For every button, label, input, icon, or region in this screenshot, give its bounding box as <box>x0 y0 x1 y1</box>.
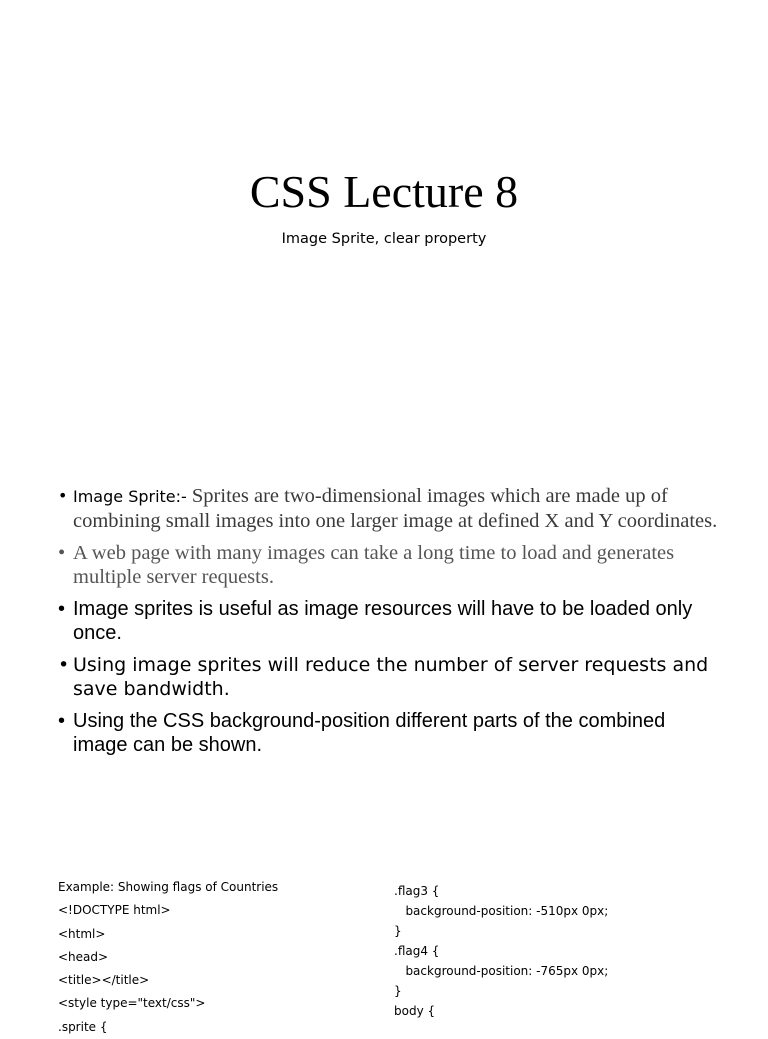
bullet-list <box>58 484 718 757</box>
bullet-text: Using the CSS background-position different parts of the combined image can be shown. <box>73 710 666 756</box>
code-line: <html> <box>58 926 106 941</box>
bullet-dot-icon: • <box>58 598 66 620</box>
code-line: .flag3 { <box>394 884 440 898</box>
code-line: body { <box>394 1004 436 1018</box>
image-sprite-slide <box>0 440 768 840</box>
code-example-slide <box>0 840 768 1034</box>
code-column-right <box>394 881 724 1021</box>
bullet-item <box>58 484 718 533</box>
bullet-lead-term: Image Sprite:- <box>73 487 192 506</box>
code-line: <style type="text/css"> <box>58 996 206 1011</box>
bullet-text: Using image sprites will reduce the number of server requests and save bandwidth. <box>73 654 709 700</box>
slide-subtitle: Image Sprite, clear property <box>281 231 487 247</box>
slide-title: CSS Lecture 8 <box>249 166 519 217</box>
title-slide <box>0 0 768 440</box>
code-line: } <box>394 924 402 938</box>
code-line: Example: Showing flags of Countries <box>58 880 279 894</box>
code-column-left <box>58 876 358 1039</box>
bullet-item <box>58 709 718 757</box>
bullet-text: Image sprites is useful as image resources will have to be loaded only once. <box>73 598 693 644</box>
bullet-dot-icon: • <box>58 654 70 676</box>
code-line: <!DOCTYPE html> <box>58 903 171 918</box>
bullet-dot-icon: • <box>58 486 68 505</box>
code-line: <title></title> <box>58 973 150 988</box>
bullet-text: A web page with many images can take a long time to load and generates multiple server requests. <box>73 542 675 588</box>
code-line: .flag4 { <box>394 944 440 958</box>
bullet-text: Sprites are two-dimensional images which are made up of combining small images into one larger image at defined X and Y coordinates. <box>73 485 718 532</box>
bullet-item <box>58 653 718 701</box>
bullet-item <box>58 541 718 589</box>
code-line: background-position: -765px 0px; <box>394 964 609 978</box>
bullet-item <box>58 597 718 645</box>
bullet-dot-icon: • <box>58 710 66 732</box>
code-line: } <box>394 984 402 998</box>
code-line: <head> <box>58 949 109 964</box>
code-line: background-position: -510px 0px; <box>394 904 609 918</box>
bullet-dot-icon: • <box>58 542 66 564</box>
code-line: .sprite { <box>58 1019 108 1034</box>
